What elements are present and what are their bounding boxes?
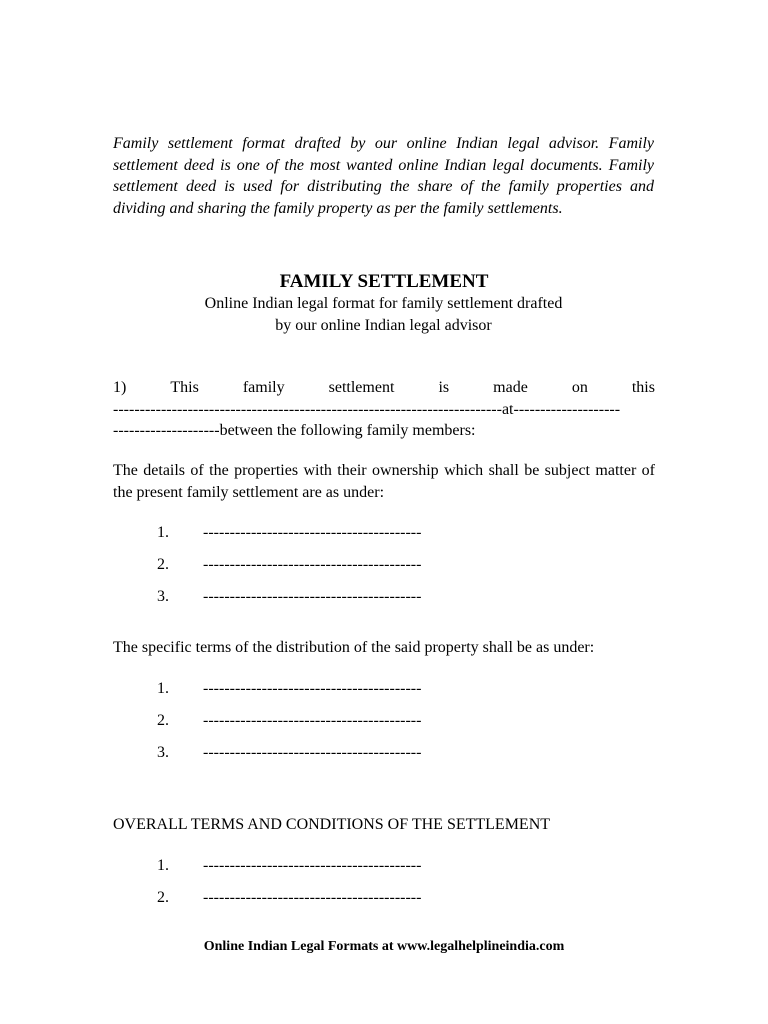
- list-item-blank: -----------------------------------------: [203, 588, 422, 605]
- list-item: [157, 522, 421, 554]
- list-item-blank: -----------------------------------------: [203, 712, 422, 729]
- list-item-blank: -----------------------------------------: [203, 857, 422, 874]
- list-item: [157, 710, 421, 742]
- clause-1-line-1: [113, 377, 655, 399]
- list-item-blank: -----------------------------------------: [203, 524, 422, 541]
- clause-1-word: made: [493, 379, 528, 396]
- footer-text: Online Indian Legal Formats at www.legalhelplineindia.com: [203, 939, 565, 954]
- list-item: [157, 887, 421, 919]
- list-item-number: 1.: [157, 524, 169, 541]
- property-details-paragraph: The details of the properties with their ownership which shall be subject matter of the present family settlement are as under:: [113, 462, 655, 501]
- document-title: FAMILY SETTLEMENT: [279, 271, 489, 292]
- clause-1-word: this: [631, 379, 655, 396]
- clause-1-paragraph: [113, 377, 655, 442]
- list-item-number: 3.: [157, 588, 169, 605]
- list-item-number: 3.: [157, 744, 169, 761]
- list-item-number: 2.: [157, 556, 169, 573]
- list-item: [157, 855, 421, 887]
- list-item: [157, 554, 421, 586]
- property-details-list: [157, 522, 421, 618]
- list-item-blank: -----------------------------------------: [203, 744, 422, 761]
- list-item-blank: -----------------------------------------: [203, 556, 422, 573]
- list-item-number: 2.: [157, 712, 169, 729]
- subtitle-line-2: by our online Indian legal advisor: [275, 317, 492, 334]
- clause-1-word: settlement: [328, 379, 395, 396]
- overall-terms-heading: OVERALL TERMS AND CONDITIONS OF THE SETTLEMENT: [113, 816, 551, 833]
- specific-terms-paragraph: The specific terms of the distribution of the said property shall be as under:: [113, 639, 595, 656]
- clause-1-word: family: [242, 379, 285, 396]
- intro-paragraph: Family settlement format drafted by our online Indian legal advisor. Family settlement deed is one of the most wanted online Indian legal documents. Family settlement deed is used for distributing the share of the family properties and dividing and sharing the family property as per the family settlements.: [113, 135, 654, 217]
- list-item-number: 1.: [157, 857, 169, 874]
- clause-1-line-3: --------------------between the following family members:: [113, 422, 476, 439]
- clause-1-word: on: [571, 379, 588, 396]
- list-item-blank: -----------------------------------------: [203, 680, 422, 697]
- clause-1-word: This: [170, 379, 199, 396]
- list-item-blank: -----------------------------------------: [203, 889, 422, 906]
- clause-1-word: is: [438, 379, 450, 396]
- list-item-number: 2.: [157, 889, 169, 906]
- list-item-number: 1.: [157, 680, 169, 697]
- overall-terms-list: [157, 855, 421, 919]
- clause-1-word: 1): [113, 379, 127, 396]
- specific-terms-list: [157, 678, 421, 774]
- document-subtitle: [113, 293, 654, 337]
- list-item: [157, 586, 421, 618]
- clause-1-line-2: -------------------------------------------------------------------------at--------------------: [113, 400, 621, 418]
- subtitle-line-1: Online Indian legal format for family settlement drafted: [204, 295, 563, 312]
- list-item: [157, 678, 421, 710]
- list-item: [157, 742, 421, 774]
